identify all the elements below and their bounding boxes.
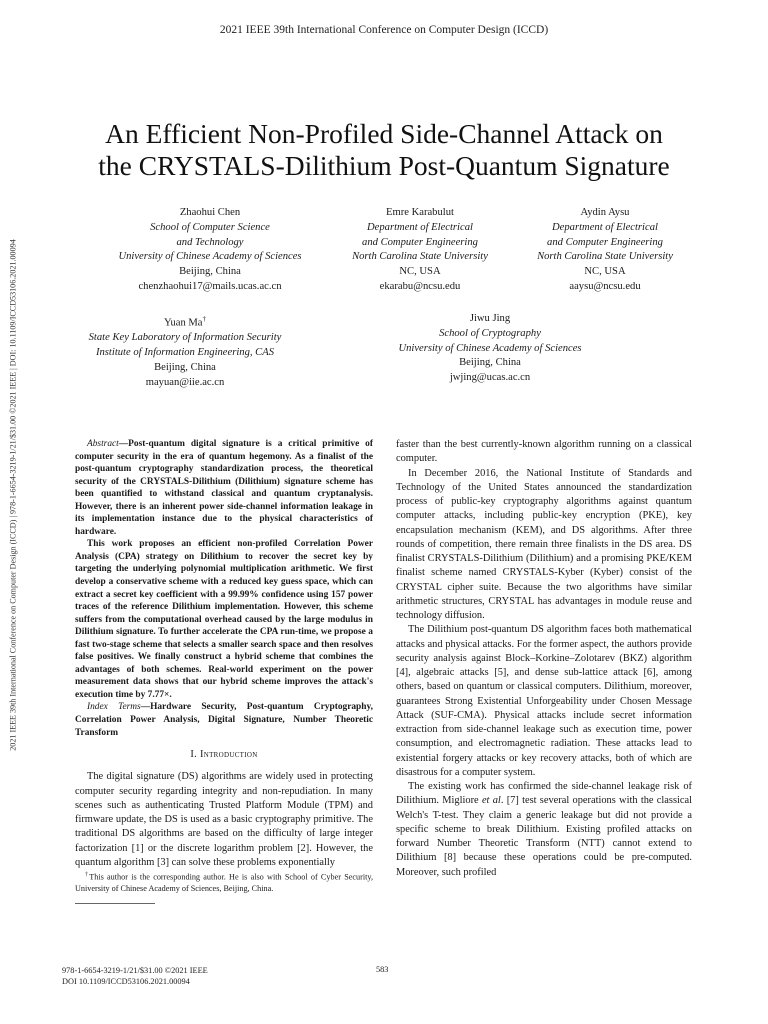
author-affiliation: School of Cryptography — [439, 327, 541, 339]
author-affiliation: North Carolina State University — [537, 251, 673, 263]
author-affiliation: North Carolina State University — [352, 251, 488, 263]
author-name: Aydin Aysu — [580, 207, 630, 218]
page-number: 583 — [376, 965, 389, 974]
author-affiliation: University of Chinese Academy of Sciences — [118, 251, 302, 263]
author-name: Emre Karabulut — [386, 207, 454, 218]
footer-doi: DOI 10.1109/ICCD53106.2021.00094 — [62, 977, 190, 986]
author-location: NC, USA — [584, 266, 626, 278]
abstract-paragraph: Abstract—Post-quantum digital signature is a critical primitive of computer security in the era of quantum hegemony. As a finalist of the post-quantum cryptography standardization process, the theoretical security of the CRYSTALS-Dilithium (Dilithium) signature scheme has been quantified to withstand classical and quantum cryptanalysis. However, there is an inherent power side-channel information leakage in its implementation instance due to the physical characteristics of hardware. — [75, 439, 373, 537]
author-block-jing — [370, 312, 610, 386]
section-heading: I. Introduction — [190, 749, 258, 761]
author-block-chen — [95, 206, 325, 295]
author-location: NC, USA — [399, 266, 441, 278]
body-paragraph: faster than the best currently-known algorithm running on a classical computer. — [396, 439, 692, 465]
footnote: †This author is the corresponding author. He is also with School of Cyber Security, University of Chinese Academy of Sciences, Beijing, China. — [75, 872, 373, 893]
right-column — [396, 438, 692, 880]
author-affiliation: Institute of Information Engineering, CAS — [95, 347, 275, 359]
left-column — [75, 438, 373, 894]
author-affiliation: State Key Laboratory of Information Security — [88, 332, 282, 344]
author-name: Zhaohui Chen — [179, 207, 241, 218]
abstract-paragraph: This work proposes an efficient non-profiled Correlation Power Analysis (CPA) strategy on Dilithium to recover the secret key by targeting the underlying polynomial multiplication arithmetic. We first develop a conservative scheme with a reduced key guess space, which can extract a secret key coefficient with a 99.99% confidence using 157 power traces of the reference Dilithium implementation. However, this scheme suffers from the computational overhead caused by the large modulus in Dilithium signature. To further accelerate the CPA run-time, we propose a fast two-stage scheme that selects a smaller search space and then resolves false positives. We finally construct a hybrid scheme that combines the advantages of both schemes. Real-world experiment on the power measurement data shows that our hybrid scheme improves the attack's execution time by 7.77×. — [75, 539, 373, 700]
author-name: Jiwu Jing — [469, 313, 511, 324]
body-paragraph: The existing work has confirmed the side-channel leakage risk of Dilithium. Migliore et al. [7] test several operations with the classical Welch's T-test. They claim a generic leakage but did not provide a specific scheme to break Dilithium. Existing profiled attacks on forward Number Theoretic Transform (NTT) cannot extend to Dilithium [8] because these operations could be pre-computed. Moreover, such profiled — [396, 781, 692, 878]
title-line-1: An Efficient Non-Profiled Side-Channel Attack on — [105, 118, 663, 149]
author-affiliation: and Computer Engineering — [547, 236, 663, 248]
author-location: Beijing, China — [179, 266, 241, 278]
author-email[interactable]: ekarabu@ncsu.edu — [379, 280, 461, 292]
footer-isbn: 978-1-6654-3219-1/21/$31.00 ©2021 IEEE — [62, 966, 208, 975]
author-email[interactable]: jwjing@ucas.ac.cn — [449, 372, 531, 384]
author-block-ma — [60, 312, 310, 391]
body-paragraph: The digital signature (DS) algorithms are widely used in protecting computer security regarding integrity and non-repudiation. In many scenes such as authenticating Trusted Platform Module (TPM) and firmware update, the DS is used as a basic cryptography primitive. The traditional DS algorithms are based on the difficulty of large integer factorization [1] or the discrete logarithm problem [2]. However, the quantum algorithm [3] can solve these problems exponentially — [75, 771, 373, 868]
body-paragraph: The Dilithium post-quantum DS algorithm faces both mathematical attacks and physical attacks. For the former aspect, the authors provide security analysis against Block–Korkine–Zolotarev (BKZ) algorithm [4], algebraic attacks [5], and dense sub-lattice attack [6], among others, based on quantum or classical computers. Dilithium, moreover, guarantees Strong Existential Unforgeability under Chosen Message Attack (SUF-CMA). Physical attacks include secret information extraction from side-channel leakage such as execution time, power consumption, and electromagnetic radiation. These attacks lead to existential forgery attacks or key recovery attacks, both of which are disastrous for a computer system. — [396, 624, 692, 778]
index-terms: Index Terms—Hardware Security, Post-quantum Cryptography, Correlation Power Analysis, Digital Signature, Number Theoretic Transform — [75, 702, 373, 738]
author-affiliation: Department of Electrical — [552, 221, 658, 233]
paper-title — [40, 118, 728, 182]
body-paragraph: In December 2016, the National Institute of Standards and Technology of the United States announced the standardization process of public-key cryptography algorithms against quantum computer attacks, including public-key encryption (PKE), key encapsulation mechanism (KEM), and DS algorithms. After three rounds of competition, there remain three finalists in the DS area. DS finalist CRYSTALS-Dilithium (Dilithium) and a promising PKE/KEM finalist scheme named CRYSTALS-Kyber (Kyber) consist of the CRYSTAL cipher suite. Because the two algorithms have similar arithmetic structures, CRYSTAL has advantages in module reuse and technology diffusion. — [396, 467, 692, 621]
author-affiliation: School of Computer Science — [150, 221, 270, 233]
side-margin-citation — [5, 185, 21, 805]
author-affiliation: and Technology — [176, 236, 244, 248]
author-affiliation: Department of Electrical — [367, 221, 473, 233]
author-block-aysu — [515, 206, 695, 295]
author-location: Beijing, China — [459, 357, 521, 369]
author-name: Yuan Ma† — [163, 315, 207, 329]
author-email[interactable]: mayuan@iie.ac.cn — [145, 376, 225, 388]
author-email[interactable]: chenzhaohui17@mails.ucas.ac.cn — [138, 280, 282, 292]
author-affiliation: and Computer Engineering — [362, 236, 478, 248]
page-footer — [62, 965, 208, 987]
author-affiliation: University of Chinese Academy of Sciences — [398, 342, 582, 354]
author-location: Beijing, China — [154, 361, 216, 373]
conference-header: 2021 IEEE 39th International Conference on Computer Design (ICCD) — [219, 24, 549, 36]
footnote-rule — [75, 903, 155, 904]
side-margin-text: 2021 IEEE 39th International Conference on Computer Design (ICCD) | 978-1-6654-3219-1/21/$31.00 ©2021 IEEE | DOI: 10.1109/ICCD53106.2021.00094 — [8, 239, 18, 751]
title-line-2: the CRYSTALS-Dilithium Post-Quantum Signature — [98, 150, 670, 181]
author-block-karabulut — [330, 206, 510, 295]
author-email[interactable]: aaysu@ncsu.edu — [569, 280, 641, 292]
